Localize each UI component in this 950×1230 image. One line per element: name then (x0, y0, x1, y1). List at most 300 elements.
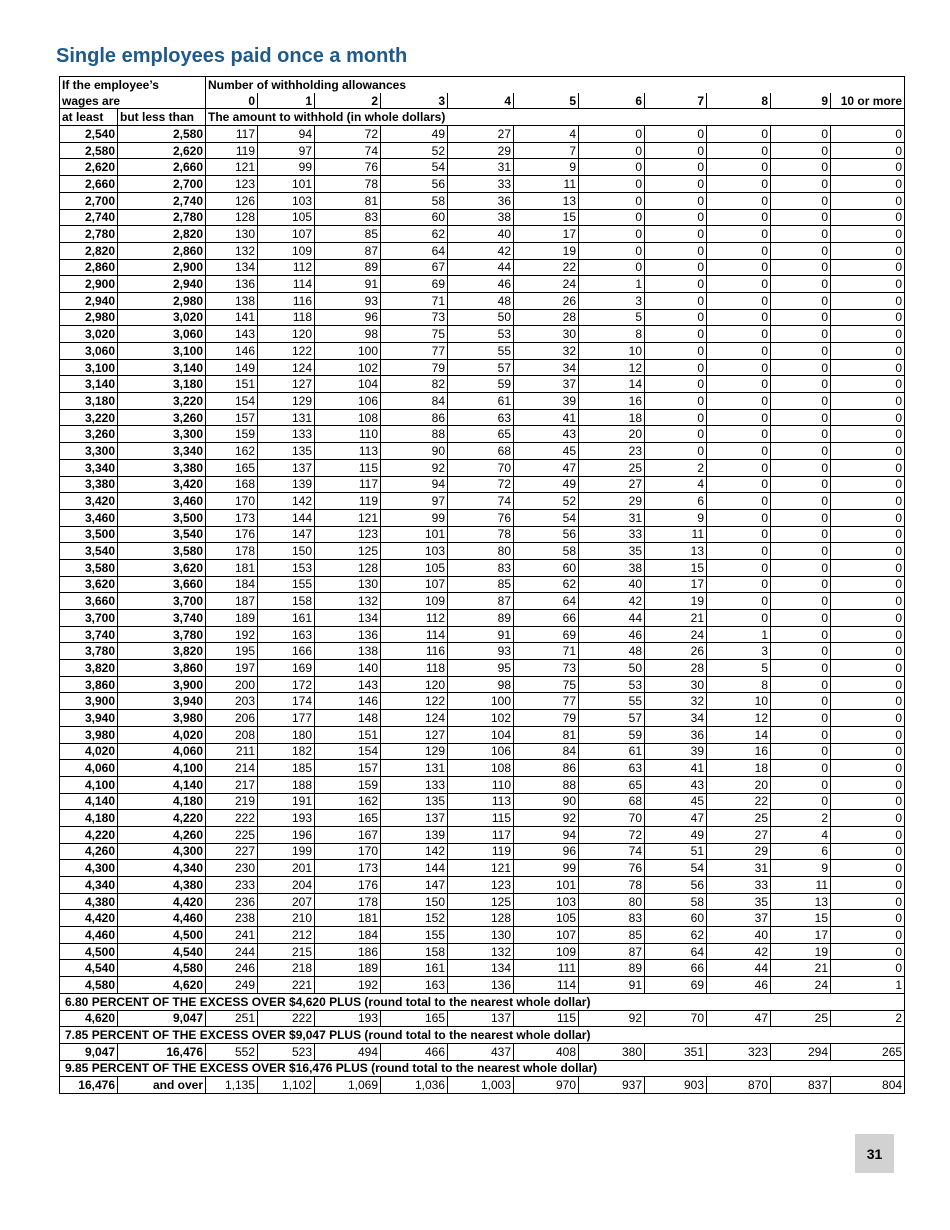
table-row (60, 660, 905, 677)
withholding-amount: 114 (258, 276, 315, 293)
withholding-amount: 59 (579, 726, 645, 743)
withholding-amount: 63 (448, 409, 514, 426)
wage-at-least: 2,820 (60, 242, 118, 259)
withholding-amount: 0 (831, 259, 905, 276)
table-row (60, 977, 905, 994)
withholding-amount: 91 (579, 977, 645, 994)
withholding-amount: 0 (831, 192, 905, 209)
excess-note-row (60, 1027, 905, 1044)
withholding-amount: 76 (448, 509, 514, 526)
withholding-amount: 0 (645, 393, 707, 410)
withholding-amount: 0 (771, 309, 831, 326)
withholding-amount: 1,135 (206, 1077, 258, 1094)
withholding-amount: 77 (381, 343, 448, 360)
withholding-amount: 70 (579, 810, 645, 827)
wage-less-than: 4,260 (118, 826, 206, 843)
withholding-amount: 102 (315, 359, 381, 376)
table-row (60, 526, 905, 543)
withholding-amount: 189 (206, 610, 258, 627)
withholding-amount: 99 (381, 509, 448, 526)
allowance-col-header: 8 (707, 93, 771, 109)
wage-less-than: 3,940 (118, 693, 206, 710)
table-row (60, 409, 905, 426)
withholding-amount: 0 (707, 176, 771, 193)
withholding-amount: 114 (514, 977, 579, 994)
wage-less-than: 3,020 (118, 309, 206, 326)
withholding-amount: 8 (579, 326, 645, 343)
allowance-col-header: 7 (645, 93, 707, 109)
withholding-amount: 184 (315, 927, 381, 944)
allowance-col-header: 6 (579, 93, 645, 109)
withholding-amount: 186 (315, 943, 381, 960)
withholding-amount: 0 (831, 910, 905, 927)
allowance-col-header: 0 (206, 93, 258, 109)
withholding-amount: 36 (645, 726, 707, 743)
withholding-amount: 0 (831, 626, 905, 643)
withholding-amount: 0 (771, 126, 831, 143)
withholding-amount: 165 (315, 810, 381, 827)
withholding-amount: 0 (645, 292, 707, 309)
table-row (60, 1043, 905, 1060)
withholding-amount: 0 (831, 693, 905, 710)
withholding-amount: 39 (645, 743, 707, 760)
withholding-amount: 30 (645, 676, 707, 693)
withholding-amount: 153 (258, 559, 315, 576)
withholding-amount: 89 (315, 259, 381, 276)
withholding-amount: 0 (831, 276, 905, 293)
wage-less-than: 2,900 (118, 259, 206, 276)
table-row (60, 726, 905, 743)
page-title: Single employees paid once a month (56, 45, 408, 67)
withholding-amount: 176 (206, 526, 258, 543)
wage-at-least: 3,340 (60, 459, 118, 476)
withholding-amount: 29 (448, 142, 514, 159)
withholding-amount: 221 (258, 977, 315, 994)
withholding-amount: 54 (514, 509, 579, 526)
excess-note: 9.85 PERCENT OF THE EXCESS OVER $16,476 PLUS (round total to the nearest whole dollar) (60, 1060, 905, 1077)
withholding-amount: 88 (381, 426, 448, 443)
withholding-amount: 0 (831, 376, 905, 393)
withholding-amount: 63 (579, 760, 645, 777)
withholding-amount: 132 (448, 943, 514, 960)
withholding-amount: 0 (707, 426, 771, 443)
withholding-amount: 48 (579, 643, 645, 660)
withholding-amount: 27 (707, 826, 771, 843)
withholding-amount: 0 (645, 126, 707, 143)
withholding-amount: 0 (831, 159, 905, 176)
withholding-amount: 56 (381, 176, 448, 193)
table-row (60, 843, 905, 860)
withholding-amount: 0 (831, 893, 905, 910)
withholding-amount: 196 (258, 826, 315, 843)
withholding-amount: 162 (315, 793, 381, 810)
withholding-amount: 25 (771, 1010, 831, 1027)
withholding-amount: 0 (771, 693, 831, 710)
withholding-amount: 193 (315, 1010, 381, 1027)
wage-at-least: 2,700 (60, 192, 118, 209)
withholding-amount: 870 (707, 1077, 771, 1094)
withholding-amount: 155 (381, 927, 448, 944)
withholding-amount: 0 (645, 376, 707, 393)
withholding-amount: 212 (258, 927, 315, 944)
amount-label: The amount to withhold (in whole dollars) (206, 109, 905, 126)
withholding-amount: 182 (258, 743, 315, 760)
excess-note-row (60, 1060, 905, 1077)
withholding-amount: 43 (514, 426, 579, 443)
withholding-amount: 107 (381, 576, 448, 593)
withholding-amount: 138 (206, 292, 258, 309)
withholding-amount: 46 (448, 276, 514, 293)
withholding-amount: 2 (771, 810, 831, 827)
withholding-amount: 0 (831, 359, 905, 376)
allowance-col-header: 4 (448, 93, 514, 109)
header-row-3 (60, 109, 905, 126)
withholding-amount: 56 (514, 526, 579, 543)
withholding-amount: 110 (448, 776, 514, 793)
withholding-amount: 74 (579, 843, 645, 860)
withholding-amount: 1,003 (448, 1077, 514, 1094)
withholding-amount: 108 (315, 409, 381, 426)
withholding-amount: 0 (831, 393, 905, 410)
withholding-amount: 0 (771, 142, 831, 159)
withholding-amount: 117 (448, 826, 514, 843)
wage-at-least: 2,940 (60, 292, 118, 309)
withholding-amount: 10 (579, 343, 645, 360)
withholding-amount: 75 (381, 326, 448, 343)
withholding-amount: 6 (645, 493, 707, 510)
table-row (60, 943, 905, 960)
wage-at-least: 4,340 (60, 877, 118, 894)
withholding-amount: 50 (448, 309, 514, 326)
withholding-amount: 0 (771, 259, 831, 276)
withholding-amount: 0 (579, 259, 645, 276)
table-row (60, 142, 905, 159)
withholding-amount: 27 (579, 476, 645, 493)
withholding-amount: 294 (771, 1043, 831, 1060)
withholding-amount: 0 (771, 359, 831, 376)
withholding-amount: 86 (514, 760, 579, 777)
withholding-amount: 166 (258, 643, 315, 660)
withholding-amount: 0 (831, 459, 905, 476)
withholding-amount: 60 (645, 910, 707, 927)
withholding-amount: 73 (381, 309, 448, 326)
withholding-amount: 17 (771, 927, 831, 944)
wage-at-least: 3,860 (60, 676, 118, 693)
withholding-amount: 0 (707, 292, 771, 309)
withholding-amount: 44 (579, 610, 645, 627)
withholding-amount: 128 (315, 559, 381, 576)
at-least-header: at least (60, 109, 118, 126)
wage-less-than: 3,220 (118, 393, 206, 410)
withholding-amount: 126 (206, 192, 258, 209)
wage-at-least: 3,100 (60, 359, 118, 376)
withholding-amount: 0 (831, 226, 905, 243)
withholding-amount: 85 (579, 927, 645, 944)
withholding-amount: 0 (707, 393, 771, 410)
withholding-amount: 141 (206, 309, 258, 326)
withholding-amount: 17 (514, 226, 579, 243)
table-row (60, 593, 905, 610)
withholding-amount: 552 (206, 1043, 258, 1060)
withholding-amount: 146 (206, 343, 258, 360)
withholding-amount: 19 (645, 593, 707, 610)
withholding-amount: 96 (315, 309, 381, 326)
withholding-amount: 38 (579, 559, 645, 576)
withholding-amount: 50 (579, 660, 645, 677)
withholding-amount: 0 (831, 309, 905, 326)
withholding-amount: 0 (771, 593, 831, 610)
wage-at-least: 3,140 (60, 376, 118, 393)
wage-less-than: 3,340 (118, 443, 206, 460)
withholding-amount: 265 (831, 1043, 905, 1060)
withholding-amount: 62 (645, 927, 707, 944)
withholding-amount: 9 (514, 159, 579, 176)
withholding-amount: 251 (206, 1010, 258, 1027)
wage-less-than: 3,420 (118, 476, 206, 493)
withholding-amount: 149 (206, 359, 258, 376)
withholding-amount: 97 (258, 142, 315, 159)
withholding-amount: 0 (831, 426, 905, 443)
withholding-amount: 44 (707, 960, 771, 977)
withholding-amount: 92 (579, 1010, 645, 1027)
withholding-amount: 0 (645, 159, 707, 176)
wage-at-least: 4,260 (60, 843, 118, 860)
withholding-amount: 152 (381, 910, 448, 927)
withholding-amount: 133 (258, 426, 315, 443)
withholding-amount: 163 (381, 977, 448, 994)
withholding-amount: 135 (381, 793, 448, 810)
withholding-amount: 123 (448, 877, 514, 894)
withholding-amount: 0 (831, 292, 905, 309)
withholding-amount: 90 (381, 443, 448, 460)
withholding-amount: 165 (381, 1010, 448, 1027)
withholding-amount: 89 (448, 610, 514, 627)
table-row (60, 543, 905, 560)
wage-at-least: 4,500 (60, 943, 118, 960)
table-row (60, 226, 905, 243)
withholding-amount: 0 (831, 493, 905, 510)
withholding-amount: 195 (206, 643, 258, 660)
withholding-amount: 111 (514, 960, 579, 977)
withholding-amount: 94 (258, 126, 315, 143)
withholding-amount: 244 (206, 943, 258, 960)
allowance-col-header: 10 or more (831, 93, 905, 109)
table-row (60, 376, 905, 393)
withholding-amount: 7 (514, 142, 579, 159)
withholding-amount: 0 (707, 159, 771, 176)
withholding-amount: 123 (206, 176, 258, 193)
withholding-amount: 14 (707, 726, 771, 743)
withholding-amount: 39 (514, 393, 579, 410)
wage-at-least: 3,540 (60, 543, 118, 560)
withholding-amount: 11 (771, 877, 831, 894)
withholding-amount: 11 (514, 176, 579, 193)
withholding-amount: 0 (645, 309, 707, 326)
wage-less-than: 4,420 (118, 893, 206, 910)
withholding-amount: 61 (448, 393, 514, 410)
withholding-amount: 118 (258, 309, 315, 326)
withholding-amount: 34 (645, 710, 707, 727)
wage-less-than: 3,260 (118, 409, 206, 426)
withholding-amount: 89 (579, 960, 645, 977)
withholding-amount: 57 (579, 710, 645, 727)
withholding-amount: 65 (448, 426, 514, 443)
excess-note: 6.80 PERCENT OF THE EXCESS OVER $4,620 PLUS (round total to the nearest whole dollar) (60, 993, 905, 1010)
withholding-amount: 122 (258, 343, 315, 360)
withholding-amount: 105 (258, 209, 315, 226)
withholding-amount: 0 (831, 660, 905, 677)
withholding-amount: 51 (645, 843, 707, 860)
withholding-amount: 3 (579, 292, 645, 309)
table-row (60, 476, 905, 493)
withholding-amount: 52 (514, 493, 579, 510)
withholding-amount: 150 (258, 543, 315, 560)
wage-less-than: 3,380 (118, 459, 206, 476)
withholding-amount: 151 (315, 726, 381, 743)
withholding-amount: 71 (514, 643, 579, 660)
wages-label-line1: If the employee’s (60, 77, 206, 93)
withholding-amount: 0 (831, 509, 905, 526)
withholding-amount: 13 (771, 893, 831, 910)
withholding-amount: 138 (315, 643, 381, 660)
withholding-amount: 104 (315, 376, 381, 393)
withholding-amount: 83 (448, 559, 514, 576)
wage-less-than: 3,620 (118, 559, 206, 576)
withholding-amount: 215 (258, 943, 315, 960)
withholding-amount: 0 (707, 242, 771, 259)
withholding-amount: 0 (771, 576, 831, 593)
withholding-amount: 0 (831, 409, 905, 426)
table-row (60, 626, 905, 643)
withholding-amount: 222 (206, 810, 258, 827)
withholding-amount: 103 (514, 893, 579, 910)
withholding-amount: 157 (315, 760, 381, 777)
withholding-amount: 0 (707, 409, 771, 426)
withholding-amount: 76 (579, 860, 645, 877)
withholding-amount: 40 (707, 927, 771, 944)
withholding-amount: 14 (579, 376, 645, 393)
withholding-amount: 1,102 (258, 1077, 315, 1094)
withholding-amount: 94 (514, 826, 579, 843)
withholding-amount: 143 (315, 676, 381, 693)
withholding-amount: 75 (514, 676, 579, 693)
withholding-amount: 0 (831, 943, 905, 960)
withholding-amount: 127 (381, 726, 448, 743)
withholding-amount: 16 (707, 743, 771, 760)
withholding-amount: 57 (448, 359, 514, 376)
withholding-amount: 31 (707, 860, 771, 877)
withholding-amount: 29 (579, 493, 645, 510)
withholding-amount: 53 (448, 326, 514, 343)
withholding-amount: 174 (258, 693, 315, 710)
withholding-amount: 85 (315, 226, 381, 243)
withholding-amount: 60 (514, 559, 579, 576)
withholding-amount: 0 (771, 543, 831, 560)
wage-less-than: 16,476 (118, 1043, 206, 1060)
wage-at-least: 4,620 (60, 1010, 118, 1027)
withholding-amount: 142 (258, 493, 315, 510)
withholding-amount: 0 (771, 793, 831, 810)
withholding-amount: 83 (315, 209, 381, 226)
wage-at-least: 3,020 (60, 326, 118, 343)
withholding-amount: 0 (831, 643, 905, 660)
withholding-amount: 32 (645, 693, 707, 710)
withholding-amount: 0 (831, 343, 905, 360)
wage-at-least: 4,140 (60, 793, 118, 810)
withholding-amount: 0 (771, 242, 831, 259)
withholding-amount: 0 (831, 476, 905, 493)
withholding-amount: 125 (315, 543, 381, 560)
withholding-amount: 80 (448, 543, 514, 560)
withholding-amount: 188 (258, 776, 315, 793)
withholding-amount: 236 (206, 893, 258, 910)
wage-less-than: 4,100 (118, 760, 206, 777)
wage-at-least: 4,580 (60, 977, 118, 994)
withholding-amount: 92 (514, 810, 579, 827)
withholding-amount: 52 (381, 142, 448, 159)
withholding-amount: 1 (831, 977, 905, 994)
wage-at-least: 4,060 (60, 760, 118, 777)
withholding-amount: 140 (315, 660, 381, 677)
withholding-amount: 88 (514, 776, 579, 793)
withholding-amount: 46 (579, 626, 645, 643)
wage-at-least: 3,220 (60, 409, 118, 426)
withholding-amount: 68 (579, 793, 645, 810)
withholding-amount: 0 (707, 610, 771, 627)
withholding-amount: 0 (707, 493, 771, 510)
withholding-amount: 62 (514, 576, 579, 593)
withholding-amount: 128 (448, 910, 514, 927)
withholding-amount: 161 (381, 960, 448, 977)
withholding-amount: 42 (707, 943, 771, 960)
withholding-amount: 0 (707, 343, 771, 360)
withholding-amount: 4 (771, 826, 831, 843)
withholding-amount: 158 (381, 943, 448, 960)
withholding-amount: 20 (707, 776, 771, 793)
withholding-amount: 0 (707, 459, 771, 476)
withholding-amount: 837 (771, 1077, 831, 1094)
withholding-amount: 0 (771, 459, 831, 476)
withholding-amount: 112 (258, 259, 315, 276)
withholding-amount: 109 (258, 242, 315, 259)
wage-less-than: 3,300 (118, 426, 206, 443)
withholding-amount: 2 (645, 459, 707, 476)
wage-at-least: 2,780 (60, 226, 118, 243)
wage-at-least: 3,380 (60, 476, 118, 493)
withholding-amount: 33 (448, 176, 514, 193)
wage-less-than: 4,020 (118, 726, 206, 743)
withholding-amount: 36 (448, 192, 514, 209)
wage-less-than: 4,340 (118, 860, 206, 877)
withholding-amount: 45 (645, 793, 707, 810)
withholding-amount: 137 (381, 810, 448, 827)
withholding-amount: 0 (771, 209, 831, 226)
withholding-amount: 0 (771, 292, 831, 309)
withholding-amount: 100 (315, 343, 381, 360)
withholding-amount: 114 (381, 626, 448, 643)
withholding-amount: 21 (771, 960, 831, 977)
withholding-amount: 55 (579, 693, 645, 710)
withholding-amount: 144 (381, 860, 448, 877)
withholding-amount: 25 (579, 459, 645, 476)
withholding-amount: 70 (645, 1010, 707, 1027)
withholding-amount: 58 (514, 543, 579, 560)
withholding-amount: 0 (831, 543, 905, 560)
table-row (60, 292, 905, 309)
withholding-amount: 0 (645, 409, 707, 426)
wage-less-than: 2,980 (118, 292, 206, 309)
table-row (60, 159, 905, 176)
